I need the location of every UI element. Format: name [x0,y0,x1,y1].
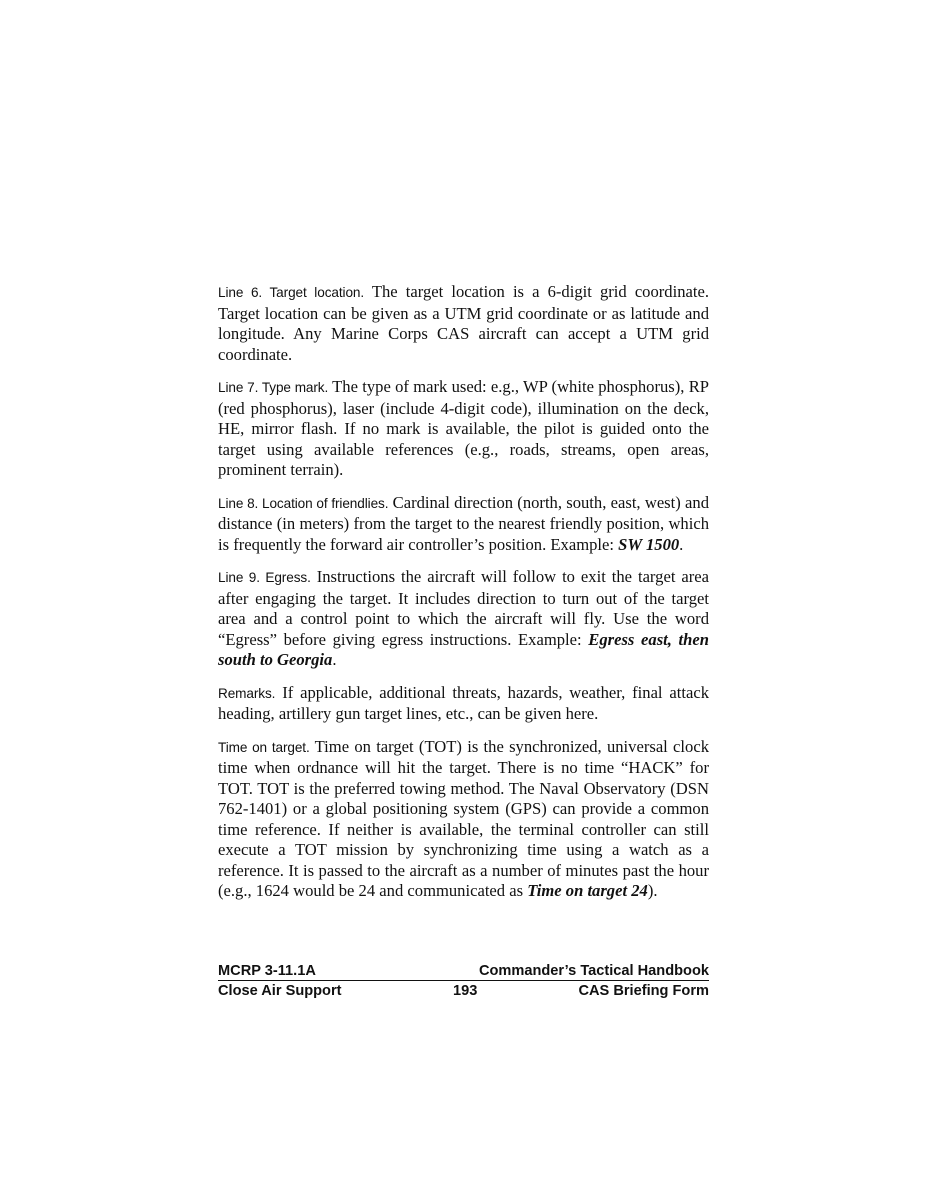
paragraph-text: The target location is a 6-digit grid coordinate. Target location can be given as a UTM grid coordinate or as latitude and longitude. Any Marine Corps CAS aircraft can accept a UTM grid coordinate. [218,282,709,364]
paragraph-text: . [332,650,337,669]
paragraph-lead: Remarks. [218,685,276,701]
paragraph-lead: Line 8. Location of friendlies. [218,495,389,511]
paragraph-text: If applicable, additional threats, hazards, weather, final attack heading, artillery gun target lines, etc., can be given here. [218,682,709,723]
page-footer [218,962,709,1000]
paragraph-text: Cardinal direction (north, south, east, west) and distance (in meters) from the target to the nearest friendly position, which is frequently the forward air controller’s position. Example: [218,492,709,554]
handbook-title: Commander’s Tactical Handbook [478,963,709,979]
paragraph-lead: Line 7. Type mark. [218,380,329,395]
example-text: Time on target 24 [527,881,648,900]
footer-bottom-row [218,982,709,1000]
paragraph-line-8 [218,493,709,556]
paragraph-lead: Time on target. [218,739,310,755]
section-title: Close Air Support [218,983,342,999]
paragraph-text: The type of mark used: e.g., WP (white phosphorus), RP (red phosphorus), laser (include 4-digit code), illumination on the deck, HE, mirror flash. If no mark is available, the pilot is guided onto the target using available references (e.g., roads, streams, open areas, prominent terrain). [218,377,709,479]
paragraph-time-on-target [218,737,709,902]
paragraph-text: ). [647,881,658,900]
paragraph-line-6 [218,282,709,365]
page-number: 193 [453,983,478,999]
example-text: Egress east, then south to Georgia [218,629,709,669]
publication-number: MCRP 3-11.1A [218,963,316,979]
paragraph-lead: Line 6. Target location. [218,285,365,300]
paragraph-line-7 [218,377,709,481]
chapter-title: CAS Briefing Form [578,983,709,999]
paragraph-lead: Line 9. Egress. [218,570,311,585]
footer-divider [218,980,709,981]
body-text [218,282,709,914]
paragraph-text: Instructions the aircraft will follow to exit the target area after engaging the target. It includes direction to turn out of the target area and a control point to which the aircraft will fly. Use the word “Egress” before giving egress instructions. Example: [218,567,709,649]
paragraph-line-9 [218,567,709,671]
paragraph-text: Time on target (TOT) is the synchronized, universal clock time when ordnance will hit the target. There is no time “HACK” for TOT. TOT is the preferred towing method. The Naval Observatory (DSN 762-1401) or a global positioning system (GPS) can provide a common time reference. If neither is available, the terminal controller can still execute a TOT mission by synchronizing time using a watch as a reference. It is passed to the aircraft as a number of minutes past the hour (e.g., 1624 would be 24 and communicated as [218,736,709,900]
paragraph-remarks [218,683,709,725]
paragraph-text: . [679,534,684,554]
example-text: SW 1500 [618,534,680,554]
footer-top-row [218,962,709,980]
